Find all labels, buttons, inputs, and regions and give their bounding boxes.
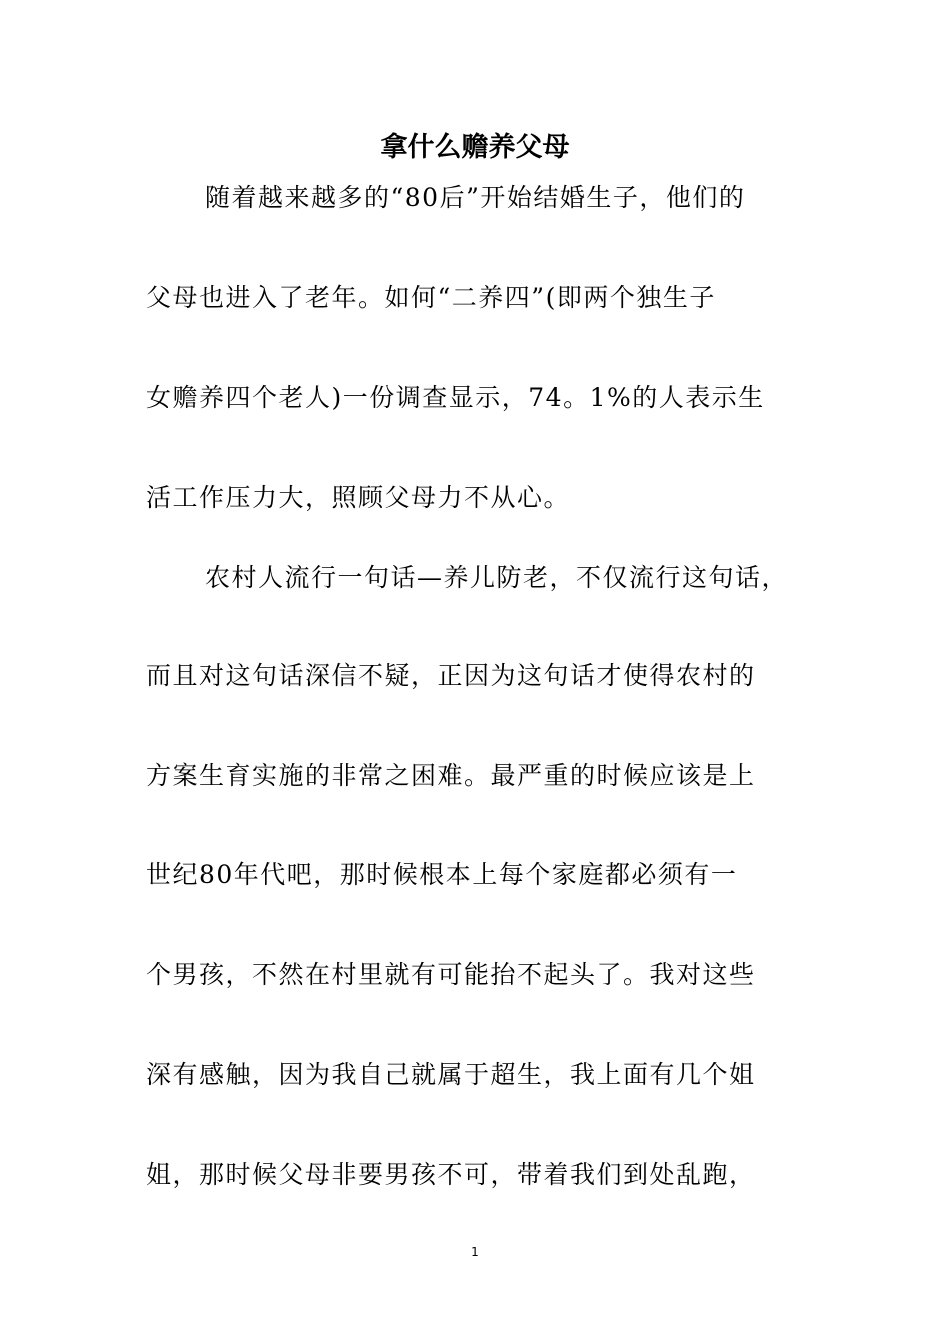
paragraph-2-line-1: 农村人流行一句话—养儿防老，不仅流行这句话，: [205, 563, 789, 592]
paragraph-2-line-3: 方案生育实施的非常之困难。最严重的时候应该是上: [146, 761, 756, 790]
paragraph-1-line-3: 女赡养四个老人)一份调查显示，74。1%的人表示生: [146, 383, 765, 412]
paragraph-2-line-5: 个男孩，不然在村里就有可能抬不起头了。我对这些: [146, 960, 756, 989]
paragraph-1-line-2: 父母也进入了老年。如何“二养四”(即两个独生子: [146, 283, 716, 312]
paragraph-2-line-2: 而且对这句话深信不疑，正因为这句话才使得农村的: [146, 661, 756, 690]
paragraph-2-line-7: 姐，那时候父母非要男孩不可，带着我们到处乱跑，: [146, 1160, 756, 1189]
paragraph-2-line-4: 世纪80年代吧，那时候根本上每个家庭都必须有一: [146, 860, 738, 889]
paragraph-2-line-6: 深有感触，因为我自己就属于超生，我上面有几个姐: [146, 1060, 756, 1089]
paragraph-1-line-4: 活工作压力大，照顾父母力不从心。: [146, 483, 571, 512]
page-number: 1: [471, 1245, 479, 1259]
paragraph-1-line-1: 随着越来越多的“80后”开始结婚生子，他们的: [205, 183, 746, 212]
document-title: 拿什么赡养父母: [380, 132, 570, 163]
